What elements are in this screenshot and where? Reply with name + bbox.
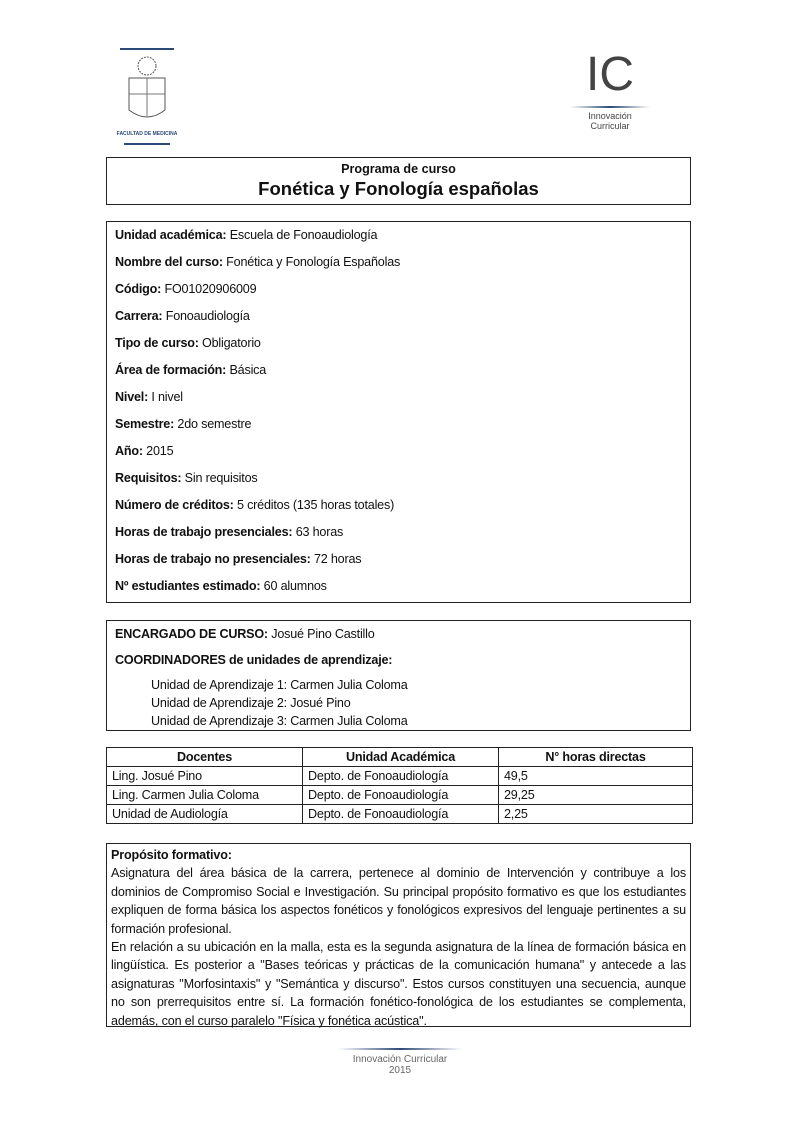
unit-cell: Depto. de Fonoaudiología xyxy=(303,805,499,824)
info-value: Escuela de Fonoaudiología xyxy=(226,228,378,242)
info-label: Horas de trabajo no presenciales: xyxy=(115,552,311,566)
footer xyxy=(330,1048,470,1076)
table-row xyxy=(107,805,693,824)
purpose-heading: Propósito formativo: xyxy=(111,848,232,862)
info-label: Semestre: xyxy=(115,417,175,431)
coat-of-arms-icon xyxy=(112,54,182,126)
info-row xyxy=(115,360,682,387)
column-header: Unidad Académica xyxy=(303,748,499,767)
course-lead: ENCARGADO DE CURSO: Josué Pino Castillo xyxy=(115,627,375,641)
course-info-box xyxy=(106,221,691,603)
info-label: Nº estudiantes estimado: xyxy=(115,579,261,593)
unit-coordinator: Unidad de Aprendizaje 2: Josué Pino xyxy=(151,696,351,710)
info-value: 72 horas xyxy=(310,552,362,566)
innovacion-curricular-logo xyxy=(570,50,650,135)
coordinators-heading: COORDINADORES de unidades de aprendizaje: xyxy=(115,653,393,667)
course-title: Fonética y Fonología españolas xyxy=(258,178,539,199)
info-value: 63 horas xyxy=(292,525,344,539)
info-row xyxy=(115,441,682,468)
purpose-paragraph: En relación a su ubicación en la malla, esta es la segunda asignatura de la línea de formación básica en lingüística. Es posterior a "Bases teóricas y prácticas de la comunicación humana" y antecede a las asignaturas "Morfosintaxis" y "Semántica y discurso". Estos cursos constituyen una secuencia, aunque no son prerrequisitos entre sí. La formación fonético-fonológica de los estudiantes se complementa, además, con el curso paralelo "Física y fonética acústica". xyxy=(111,940,686,1028)
info-value: 2015 xyxy=(142,444,174,458)
info-row xyxy=(115,495,682,522)
teacher-cell: Ling. Carmen Julia Coloma xyxy=(107,786,303,805)
info-value: Fonética y Fonología Españolas xyxy=(222,255,401,269)
table-row xyxy=(107,767,693,786)
ic-logo-line2: Curricular xyxy=(590,121,630,131)
info-value: 2do semestre xyxy=(174,417,252,431)
purpose-paragraph: Asignatura del área básica de la carrera, pertenece al dominio de Intervención y contribuye a los dominios de Compromiso Social e Investigación. Su principal propósito formativo es que los estudiantes expliquen de forma básica los aspectos fonéticos y fonológicos expresivos del lenguaje pertinentes a su formación profesional. xyxy=(111,866,686,936)
program-subtitle: Programa de curso xyxy=(341,162,456,176)
info-row xyxy=(115,252,682,279)
info-value: Básica xyxy=(226,363,267,377)
table-row xyxy=(107,786,693,805)
hours-cell: 29,25 xyxy=(499,786,693,805)
info-value: FO01020906009 xyxy=(161,282,257,296)
footer-line2: 2015 xyxy=(388,1065,412,1076)
teacher-cell: Ling. Josué Pino xyxy=(107,767,303,786)
faculty-logo-text: FACULTAD DE MEDICINA xyxy=(116,131,178,137)
info-label: Horas de trabajo presenciales: xyxy=(115,525,293,539)
info-row xyxy=(115,225,682,252)
info-value: 60 alumnos xyxy=(260,579,327,593)
info-label: Nombre del curso: xyxy=(115,255,223,269)
info-value: Sin requisitos xyxy=(181,471,258,485)
hours-cell: 2,25 xyxy=(499,805,693,824)
teacher-cell: Unidad de Audiología xyxy=(107,805,303,824)
info-label: Unidad académica: xyxy=(115,228,227,242)
info-row xyxy=(115,333,682,360)
unit-cell: Depto. de Fonoaudiología xyxy=(303,767,499,786)
info-row xyxy=(115,414,682,441)
info-label: Área de formación: xyxy=(115,363,227,377)
faculty-logo xyxy=(112,48,182,140)
info-label: Código: xyxy=(115,282,162,296)
info-row xyxy=(115,549,682,576)
info-label: Requisitos: xyxy=(115,471,182,485)
info-value: I nivel xyxy=(148,390,183,404)
info-row xyxy=(115,387,682,414)
info-label: Carrera: xyxy=(115,309,163,323)
info-row xyxy=(115,306,682,333)
unit-coordinator: Unidad de Aprendizaje 3: Carmen Julia Coloma xyxy=(151,714,408,728)
info-value: Fonoaudiología xyxy=(162,309,250,323)
info-label: Tipo de curso: xyxy=(115,336,199,350)
info-row xyxy=(115,522,682,549)
info-row xyxy=(115,279,682,306)
hours-cell: 49,5 xyxy=(499,767,693,786)
ic-logo-letters: IC xyxy=(586,48,634,101)
info-value: 5 créditos (135 horas totales) xyxy=(233,498,395,512)
info-label: Número de créditos: xyxy=(115,498,234,512)
title-box xyxy=(106,157,691,205)
unit-cell: Depto. de Fonoaudiología xyxy=(303,786,499,805)
purpose-box xyxy=(106,843,691,1027)
info-row xyxy=(115,468,682,495)
table-header-row xyxy=(107,748,693,767)
column-header: N° horas directas xyxy=(499,748,693,767)
teachers-table xyxy=(106,747,693,824)
column-header: Docentes xyxy=(107,748,303,767)
info-row xyxy=(115,576,682,603)
footer-line1: Innovación Curricular xyxy=(352,1054,448,1065)
info-label: Año: xyxy=(115,444,143,458)
staff-box xyxy=(106,620,691,731)
unit-coordinator: Unidad de Aprendizaje 1: Carmen Julia Coloma xyxy=(151,678,408,692)
ic-logo-line1: Innovación xyxy=(588,111,632,121)
info-label: Nivel: xyxy=(115,390,149,404)
info-value: Obligatorio xyxy=(198,336,261,350)
